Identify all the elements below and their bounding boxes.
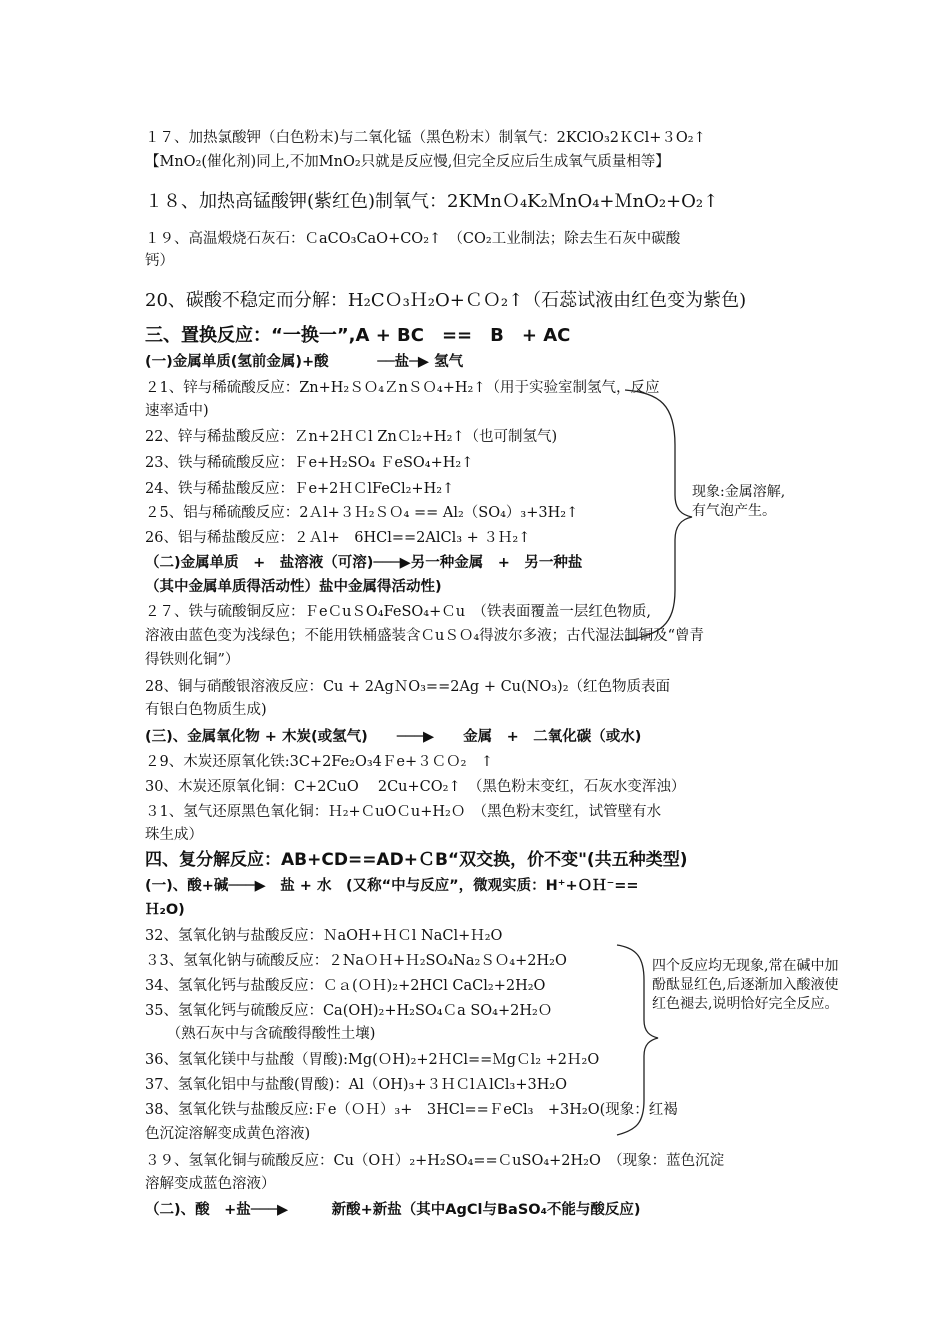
text-line: 四、复分解反应：AB+CD==AD+ＣB“双交换，价不变"(共五种类型) <box>145 850 688 870</box>
text-line: （二)、酸 +盐───▶ 新酸+新盐（其中AgCl与BaSO₄不能与酸反应) <box>145 1202 641 1218</box>
text-line: 35、氢氧化钙与硫酸反应：Ca(OH)₂+H₂SO₄Ｃa SO₄+2H₂Ｏ <box>145 1003 553 1019</box>
text-line: Ｈ₂O) <box>145 902 185 918</box>
text-line: 30、木炭还原氧化铜：C+2CuO 2Cu+CO₂↑ （黑色粉末变红，石灰水变浑浊） <box>145 779 686 795</box>
text-line: ２1、锌与稀硫酸反应：Zn+H₂ＳＯ₄ＺnＳＯ₄+H₂↑（用于实验室制氢气，反应 <box>145 380 660 396</box>
brace-metal-acid <box>620 385 700 645</box>
text-line: １８、加热高锰酸钾(紫红色)制氧气：2KMnＯ₄K₂ＭnO₄+ＭnO₂+O₂↑ <box>145 191 719 212</box>
text-line: ２9、木炭还原氧化铁:3C+2Fe₂O₃4Ｆe+３ＣＯ₂ ↑ <box>145 754 494 770</box>
text-line: 23、铁与稀硫酸反应：Ｆe+H₂SO₄ ＦeSO₄+H₂↑ <box>145 455 474 471</box>
text-line: 38、氢氧化铁与盐酸反应:Ｆe（ＯＨ）₃+ 3HCl==ＦeCl₃ +3H₂O(现象：红褐 <box>145 1102 678 1118</box>
text-line: 37、氢氧化铝中与盐酸(胃酸)：Al（OH)₃+３ＨＣlＡlCl₃+3H₂O <box>145 1077 568 1093</box>
text-line: （其中金属单质得活动性）盐中金属得活动性) <box>145 579 442 595</box>
text-line: 钙） <box>145 253 174 269</box>
text-line: ２5、铝与稀硫酸反应：2Ａl+３Ｈ₂ＳＯ₄ == Al₂（SO₄）₃+3H₂↑ <box>145 505 579 521</box>
text-line: １９、高温煅烧石灰石：ＣaCO₃CaO+CO₂↑ （CO₂工业制法；除去生石灰中碳酸 <box>145 231 681 247</box>
text-line: （二)金属单质 + 盐溶液（可溶)───▶另一种金属 + 另一种盐 <box>145 555 583 571</box>
text-line: 溶液由蓝色变为浅绿色；不能用铁桶盛装含ＣuＳＯ₄得波尔多液；古代湿法制铜及“曾青 <box>145 628 705 644</box>
text-line: 34、氢氧化钙与盐酸反应：Ｃａ(ＯＨ)₂+2HCl CaCl₂+2H₂O <box>145 978 546 994</box>
text-line: 28、铜与硝酸银溶液反应：Cu + 2AgＮO₃==2Ag + Cu(NO₃)₂（红色物质表面 <box>145 679 671 695</box>
text-line: (一)金属单质(氢前金属)+酸 ──盐─▶ 氢气 <box>145 354 464 370</box>
text-line: 得铁则化铜”） <box>145 652 240 668</box>
text-line: 36、氢氧化镁中与盐酸（胃酸):Mg(ＯH)₂+2ＨCl==ＭgＣl₂ +2Ｈ₂O <box>145 1052 600 1068</box>
text-line: （熟石灰中与含硫酸得酸性土壤) <box>145 1026 376 1042</box>
text-line: ２７、铁与硫酸铜反应：ＦeＣuＳO₄FeSO₄+Ｃu （铁表面覆盖一层红色物质, <box>145 604 651 620</box>
text-line: 20、碳酸不稳定而分解：H₂CＯ₃Ｈ₂O+ＣＯ₂↑（石蕊试液由红色变为紫色) <box>145 290 747 311</box>
text-line: (三)、金属氧化物 + 木炭(或氢气) ───▶ 金属 + 二氧化碳（或水) <box>145 729 642 745</box>
text-line: 色沉淀溶解变成黄色溶液) <box>145 1126 311 1142</box>
text-line: 速率适中) <box>145 403 209 419</box>
note-metal-acid: 现象:金属溶解,有气泡产生。 <box>692 484 786 519</box>
note-neutralization: 四个反应均无现象,常在碱中加酚酞显红色,后逐渐加入酸液使红色褪去,说明恰好完全反应。 <box>652 958 839 1012</box>
text-line: 有银白色物质生成) <box>145 702 267 718</box>
text-line: 溶解变成蓝色溶液） <box>145 1176 276 1192</box>
text-line: 24、铁与稀盐酸反应：Ｆe+2ＨＣlFeCl₂+H₂↑ <box>145 481 455 497</box>
text-line: ３3、氢氧化钠与硫酸反应：２NaＯＨ+Ｈ₂SO₄Na₂ＳＯ₄+2H₂O <box>145 953 567 969</box>
text-line: 32、氢氧化钠与盐酸反应：ＮaOH+ＨＣl NaCl+Ｈ₂O <box>145 928 503 944</box>
text-line: 26、铝与稀盐酸反应：２Ａl+ 6HCl==2AlCl₃ + ３Ｈ₂↑ <box>145 530 531 546</box>
text-line: ３９、氢氧化铜与硫酸反应：Cu（OＨ）₂+H₂SO₄==ＣuSO₄+2H₂O （现象：蓝色沉淀 <box>145 1153 725 1169</box>
text-line: 22、锌与稀盐酸反应：Ｚn+2ＨＣl ZnＣl₂+H₂↑（也可制氢气) <box>145 429 558 445</box>
text-line: 珠生成） <box>145 827 203 843</box>
text-line: １７、加热氯酸钾（白色粉末)与二氧化锰（黑色粉末）制氧气：2KClO₃2ＫCl+３O₂↑ <box>145 130 706 146</box>
text-line: 【MnO₂(催化剂)同上,不加MnO₂只就是反应慢,但完全反应后生成氧气质量相等】 <box>145 154 670 170</box>
text-line: 三、置换反应：“一换一”,A + BC == B + AC <box>145 325 571 346</box>
text-line: (一)、酸+碱───▶ 盐 + 水 (又称“中与反应”，微观实质：H⁺+ＯＨ⁻== <box>145 878 639 894</box>
text-line: ３1、氢气还原黑色氧化铜：Ｈ₂+ＣuOＣu+H₂Ｏ （黑色粉末变红，试管壁有水 <box>145 804 662 820</box>
